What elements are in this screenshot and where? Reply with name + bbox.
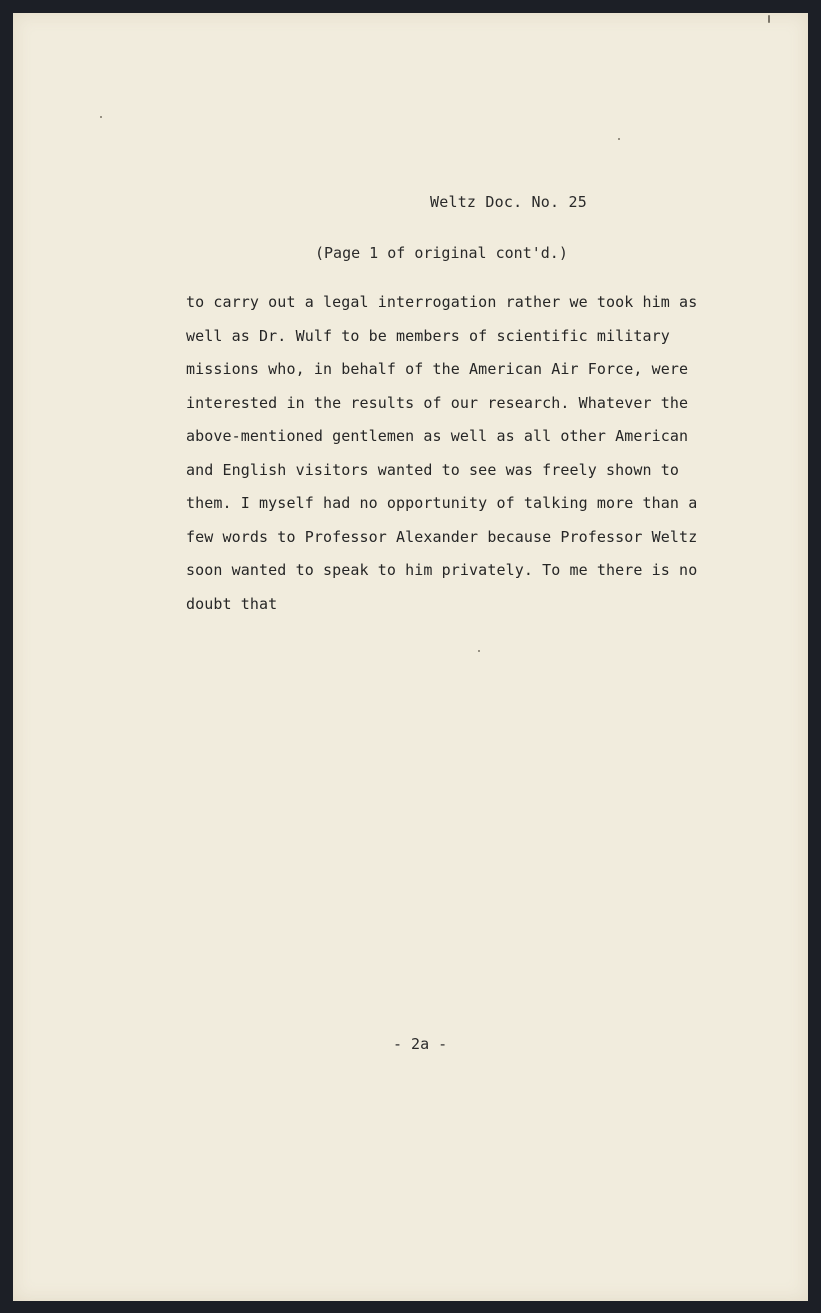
body-line: them. I myself had no opportunity of talking more than a (186, 494, 698, 512)
paper-speck (100, 116, 102, 118)
body-line: to carry out a legal interrogation rather we took him as (186, 293, 698, 311)
body-line: missions who, in behalf of the American Air Force, were (186, 360, 689, 378)
body-line: above-mentioned gentlemen as well as all other American (186, 427, 689, 445)
paper-speck (478, 650, 480, 652)
continuation-note: (Page 1 of original cont'd.) (315, 244, 568, 262)
body-line: soon wanted to speak to him privately. To me there is no (186, 561, 698, 579)
document-page (13, 13, 808, 1301)
page-number: - 2a - (393, 1035, 448, 1053)
document-reference: Weltz Doc. No. 25 (430, 193, 587, 211)
body-line: interested in the results of our research. Whatever the (186, 393, 689, 412)
body-line: and English visitors wanted to see was freely shown to (186, 460, 680, 479)
paper-speck (768, 15, 770, 23)
body-text (186, 286, 766, 621)
paper-speck (618, 138, 620, 140)
body-line: well as Dr. Wulf to be members of scientific military (186, 326, 670, 345)
body-line: few words to Professor Alexander because Professor Weltz (186, 527, 698, 546)
body-line: doubt that (186, 594, 278, 613)
